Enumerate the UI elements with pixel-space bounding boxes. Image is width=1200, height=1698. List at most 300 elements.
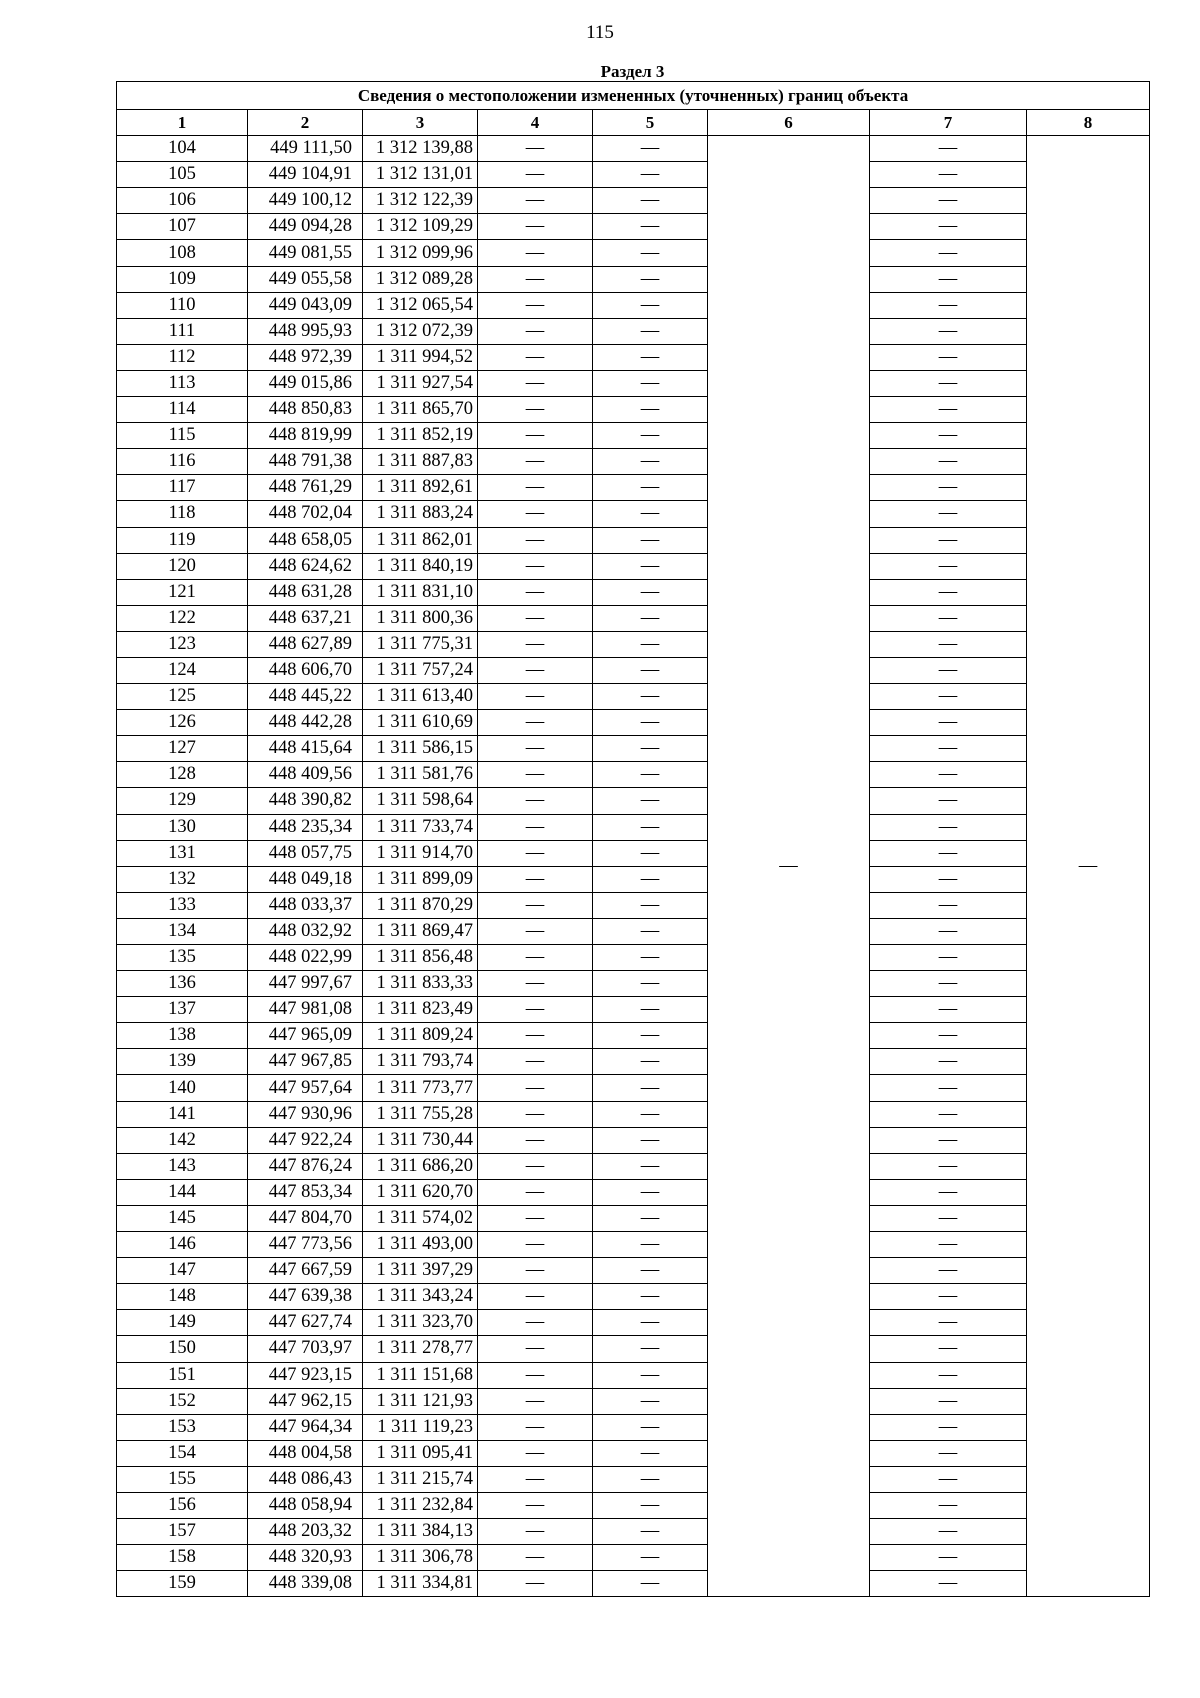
col7-dash-cell: — xyxy=(870,1336,1027,1362)
table-row xyxy=(117,501,1150,527)
table-row xyxy=(117,1571,1150,1597)
x-coordinate-cell: 448 057,75 xyxy=(248,840,363,866)
col7-dash-cell: — xyxy=(870,188,1027,214)
col7-dash-cell: — xyxy=(870,475,1027,501)
point-number-cell: 123 xyxy=(117,631,248,657)
x-coordinate-cell: 447 922,24 xyxy=(248,1127,363,1153)
col7-dash-cell: — xyxy=(870,684,1027,710)
column-header-6: 6 xyxy=(708,110,870,136)
col4-dash-cell: — xyxy=(478,370,593,396)
table-row xyxy=(117,397,1150,423)
table-row xyxy=(117,1388,1150,1414)
section-title: Раздел 3 xyxy=(600,62,665,81)
table-row xyxy=(117,214,1150,240)
col7-dash-cell: — xyxy=(870,605,1027,631)
point-number-cell: 153 xyxy=(117,1414,248,1440)
table-row xyxy=(117,1023,1150,1049)
point-number-cell: 149 xyxy=(117,1310,248,1336)
point-number-cell: 124 xyxy=(117,657,248,683)
col5-dash-cell: — xyxy=(593,1075,708,1101)
y-coordinate-cell: 1 312 109,29 xyxy=(363,214,478,240)
x-coordinate-cell: 448 637,21 xyxy=(248,605,363,631)
column-header-3: 3 xyxy=(363,110,478,136)
point-number-cell: 112 xyxy=(117,344,248,370)
col4-dash-cell: — xyxy=(478,997,593,1023)
y-coordinate-cell: 1 311 323,70 xyxy=(363,1310,478,1336)
table-row xyxy=(117,788,1150,814)
y-coordinate-cell: 1 311 586,15 xyxy=(363,736,478,762)
col7-dash-cell: — xyxy=(870,553,1027,579)
table-row xyxy=(117,1075,1150,1101)
col4-dash-cell: — xyxy=(478,945,593,971)
table-row xyxy=(117,1049,1150,1075)
col7-dash-cell: — xyxy=(870,1466,1027,1492)
point-number-cell: 154 xyxy=(117,1440,248,1466)
col7-dash-cell: — xyxy=(870,266,1027,292)
col5-dash-cell: — xyxy=(593,136,708,162)
col4-dash-cell: — xyxy=(478,1023,593,1049)
x-coordinate-cell: 448 631,28 xyxy=(248,579,363,605)
col5-dash-cell: — xyxy=(593,631,708,657)
col7-dash-cell: — xyxy=(870,1258,1027,1284)
table-row xyxy=(117,918,1150,944)
col4-dash-cell: — xyxy=(478,318,593,344)
col5-dash-cell: — xyxy=(593,1414,708,1440)
col5-dash-cell: — xyxy=(593,1284,708,1310)
col5-dash-cell: — xyxy=(593,918,708,944)
table-row xyxy=(117,762,1150,788)
y-coordinate-cell: 1 311 119,23 xyxy=(363,1414,478,1440)
col4-dash-cell: — xyxy=(478,1179,593,1205)
col4-dash-cell: — xyxy=(478,892,593,918)
col4-dash-cell: — xyxy=(478,240,593,266)
x-coordinate-cell: 449 043,09 xyxy=(248,292,363,318)
col5-dash-cell: — xyxy=(593,162,708,188)
x-coordinate-cell: 449 100,12 xyxy=(248,188,363,214)
table-body xyxy=(117,136,1150,1597)
table-row xyxy=(117,1440,1150,1466)
column-header-row xyxy=(117,110,1150,136)
col7-dash-cell: — xyxy=(870,1153,1027,1179)
y-coordinate-cell: 1 311 840,19 xyxy=(363,553,478,579)
y-coordinate-cell: 1 311 899,09 xyxy=(363,866,478,892)
point-number-cell: 126 xyxy=(117,710,248,736)
point-number-cell: 146 xyxy=(117,1232,248,1258)
point-number-cell: 138 xyxy=(117,1023,248,1049)
col4-dash-cell: — xyxy=(478,736,593,762)
col4-dash-cell: — xyxy=(478,605,593,631)
x-coordinate-cell: 449 111,50 xyxy=(248,136,363,162)
col7-dash-cell: — xyxy=(870,1519,1027,1545)
point-number-cell: 129 xyxy=(117,788,248,814)
x-coordinate-cell: 447 965,09 xyxy=(248,1023,363,1049)
table-row xyxy=(117,866,1150,892)
y-coordinate-cell: 1 311 278,77 xyxy=(363,1336,478,1362)
x-coordinate-cell: 448 086,43 xyxy=(248,1466,363,1492)
x-coordinate-cell: 448 658,05 xyxy=(248,527,363,553)
y-coordinate-cell: 1 311 598,64 xyxy=(363,788,478,814)
col7-dash-cell: — xyxy=(870,423,1027,449)
table-row xyxy=(117,1127,1150,1153)
col4-dash-cell: — xyxy=(478,266,593,292)
point-number-cell: 148 xyxy=(117,1284,248,1310)
y-coordinate-cell: 1 311 610,69 xyxy=(363,710,478,736)
table-row xyxy=(117,605,1150,631)
table-row xyxy=(117,631,1150,657)
col5-dash-cell: — xyxy=(593,1310,708,1336)
x-coordinate-cell: 448 409,56 xyxy=(248,762,363,788)
y-coordinate-cell: 1 311 121,93 xyxy=(363,1388,478,1414)
col5-dash-cell: — xyxy=(593,1023,708,1049)
point-number-cell: 108 xyxy=(117,240,248,266)
point-number-cell: 150 xyxy=(117,1336,248,1362)
col7-dash-cell: — xyxy=(870,344,1027,370)
x-coordinate-cell: 448 004,58 xyxy=(248,1440,363,1466)
table-row xyxy=(117,1258,1150,1284)
x-coordinate-cell: 447 957,64 xyxy=(248,1075,363,1101)
y-coordinate-cell: 1 311 870,29 xyxy=(363,892,478,918)
col7-dash-cell: — xyxy=(870,840,1027,866)
y-coordinate-cell: 1 311 892,61 xyxy=(363,475,478,501)
x-coordinate-cell: 448 235,34 xyxy=(248,814,363,840)
y-coordinate-cell: 1 312 065,54 xyxy=(363,292,478,318)
point-number-cell: 155 xyxy=(117,1466,248,1492)
col5-dash-cell: — xyxy=(593,1101,708,1127)
col4-dash-cell: — xyxy=(478,1284,593,1310)
y-coordinate-cell: 1 311 232,84 xyxy=(363,1492,478,1518)
table-row xyxy=(117,188,1150,214)
col4-dash-cell: — xyxy=(478,553,593,579)
y-coordinate-cell: 1 311 620,70 xyxy=(363,1179,478,1205)
point-number-cell: 110 xyxy=(117,292,248,318)
col4-dash-cell: — xyxy=(478,1519,593,1545)
col7-dash-cell: — xyxy=(870,527,1027,553)
y-coordinate-cell: 1 311 343,24 xyxy=(363,1284,478,1310)
y-coordinate-cell: 1 311 334,81 xyxy=(363,1571,478,1597)
y-coordinate-cell: 1 311 833,33 xyxy=(363,971,478,997)
point-number-cell: 131 xyxy=(117,840,248,866)
col4-dash-cell: — xyxy=(478,1075,593,1101)
x-coordinate-cell: 449 094,28 xyxy=(248,214,363,240)
col6-merged-cell: — xyxy=(708,136,870,1597)
col5-dash-cell: — xyxy=(593,605,708,631)
point-number-cell: 143 xyxy=(117,1153,248,1179)
table-row xyxy=(117,553,1150,579)
col4-dash-cell: — xyxy=(478,1153,593,1179)
point-number-cell: 135 xyxy=(117,945,248,971)
col5-dash-cell: — xyxy=(593,1571,708,1597)
point-number-cell: 141 xyxy=(117,1101,248,1127)
x-coordinate-cell: 447 876,24 xyxy=(248,1153,363,1179)
table-row xyxy=(117,997,1150,1023)
point-number-cell: 118 xyxy=(117,501,248,527)
y-coordinate-cell: 1 311 800,36 xyxy=(363,605,478,631)
y-coordinate-cell: 1 311 852,19 xyxy=(363,423,478,449)
col4-dash-cell: — xyxy=(478,631,593,657)
y-coordinate-cell: 1 311 809,24 xyxy=(363,1023,478,1049)
x-coordinate-cell: 448 972,39 xyxy=(248,344,363,370)
col4-dash-cell: — xyxy=(478,1571,593,1597)
col7-dash-cell: — xyxy=(870,397,1027,423)
col7-dash-cell: — xyxy=(870,866,1027,892)
table-row xyxy=(117,657,1150,683)
col5-dash-cell: — xyxy=(593,344,708,370)
col4-dash-cell: — xyxy=(478,1388,593,1414)
y-coordinate-cell: 1 312 139,88 xyxy=(363,136,478,162)
x-coordinate-cell: 448 445,22 xyxy=(248,684,363,710)
y-coordinate-cell: 1 311 215,74 xyxy=(363,1466,478,1492)
col7-dash-cell: — xyxy=(870,892,1027,918)
col5-dash-cell: — xyxy=(593,1232,708,1258)
col4-dash-cell: — xyxy=(478,162,593,188)
y-coordinate-cell: 1 311 773,77 xyxy=(363,1075,478,1101)
point-number-cell: 104 xyxy=(117,136,248,162)
point-number-cell: 158 xyxy=(117,1545,248,1571)
y-coordinate-cell: 1 312 122,39 xyxy=(363,188,478,214)
col7-dash-cell: — xyxy=(870,1232,1027,1258)
col5-dash-cell: — xyxy=(593,1179,708,1205)
point-number-cell: 139 xyxy=(117,1049,248,1075)
x-coordinate-cell: 449 081,55 xyxy=(248,240,363,266)
x-coordinate-cell: 447 703,97 xyxy=(248,1336,363,1362)
table-row xyxy=(117,423,1150,449)
col4-dash-cell: — xyxy=(478,684,593,710)
y-coordinate-cell: 1 311 927,54 xyxy=(363,370,478,396)
point-number-cell: 136 xyxy=(117,971,248,997)
table-row xyxy=(117,527,1150,553)
table-row xyxy=(117,266,1150,292)
x-coordinate-cell: 449 104,91 xyxy=(248,162,363,188)
table-row xyxy=(117,579,1150,605)
x-coordinate-cell: 448 049,18 xyxy=(248,866,363,892)
table-title: Сведения о местоположении измененных (уточненных) границ объекта xyxy=(117,82,1150,110)
x-coordinate-cell: 448 791,38 xyxy=(248,449,363,475)
col7-dash-cell: — xyxy=(870,214,1027,240)
point-number-cell: 128 xyxy=(117,762,248,788)
point-number-cell: 113 xyxy=(117,370,248,396)
x-coordinate-cell: 448 819,99 xyxy=(248,423,363,449)
point-number-cell: 132 xyxy=(117,866,248,892)
col5-dash-cell: — xyxy=(593,997,708,1023)
col7-dash-cell: — xyxy=(870,1362,1027,1388)
x-coordinate-cell: 447 962,15 xyxy=(248,1388,363,1414)
col4-dash-cell: — xyxy=(478,918,593,944)
y-coordinate-cell: 1 311 755,28 xyxy=(363,1101,478,1127)
col7-dash-cell: — xyxy=(870,579,1027,605)
col4-dash-cell: — xyxy=(478,1205,593,1231)
y-coordinate-cell: 1 312 099,96 xyxy=(363,240,478,266)
y-coordinate-cell: 1 311 574,02 xyxy=(363,1205,478,1231)
col5-dash-cell: — xyxy=(593,788,708,814)
x-coordinate-cell: 447 627,74 xyxy=(248,1310,363,1336)
table-row xyxy=(117,892,1150,918)
x-coordinate-cell: 448 033,37 xyxy=(248,892,363,918)
point-number-cell: 144 xyxy=(117,1179,248,1205)
col7-dash-cell: — xyxy=(870,710,1027,736)
point-number-cell: 140 xyxy=(117,1075,248,1101)
x-coordinate-cell: 447 930,96 xyxy=(248,1101,363,1127)
table-row xyxy=(117,136,1150,162)
table-row xyxy=(117,710,1150,736)
col7-dash-cell: — xyxy=(870,1127,1027,1153)
col4-dash-cell: — xyxy=(478,449,593,475)
col5-dash-cell: — xyxy=(593,475,708,501)
x-coordinate-cell: 448 995,93 xyxy=(248,318,363,344)
col5-dash-cell: — xyxy=(593,423,708,449)
col5-dash-cell: — xyxy=(593,1205,708,1231)
col7-dash-cell: — xyxy=(870,1075,1027,1101)
table-row xyxy=(117,840,1150,866)
col4-dash-cell: — xyxy=(478,1440,593,1466)
point-number-cell: 107 xyxy=(117,214,248,240)
table-row xyxy=(117,1101,1150,1127)
y-coordinate-cell: 1 311 581,76 xyxy=(363,762,478,788)
y-coordinate-cell: 1 312 072,39 xyxy=(363,318,478,344)
col5-dash-cell: — xyxy=(593,866,708,892)
col5-dash-cell: — xyxy=(593,1127,708,1153)
table-row xyxy=(117,240,1150,266)
col7-dash-cell: — xyxy=(870,501,1027,527)
point-number-cell: 122 xyxy=(117,605,248,631)
col4-dash-cell: — xyxy=(478,1310,593,1336)
x-coordinate-cell: 448 624,62 xyxy=(248,553,363,579)
col5-dash-cell: — xyxy=(593,736,708,762)
col7-dash-cell: — xyxy=(870,1023,1027,1049)
table-row xyxy=(117,1205,1150,1231)
point-number-cell: 127 xyxy=(117,736,248,762)
y-coordinate-cell: 1 311 757,24 xyxy=(363,657,478,683)
y-coordinate-cell: 1 311 831,10 xyxy=(363,579,478,605)
column-header-1: 1 xyxy=(117,110,248,136)
x-coordinate-cell: 448 032,92 xyxy=(248,918,363,944)
table-row xyxy=(117,1545,1150,1571)
col7-dash-cell: — xyxy=(870,762,1027,788)
col5-dash-cell: — xyxy=(593,1258,708,1284)
point-number-cell: 116 xyxy=(117,449,248,475)
col7-dash-cell: — xyxy=(870,918,1027,944)
point-number-cell: 137 xyxy=(117,997,248,1023)
col4-dash-cell: — xyxy=(478,762,593,788)
column-header-8: 8 xyxy=(1027,110,1150,136)
x-coordinate-cell: 448 850,83 xyxy=(248,397,363,423)
y-coordinate-cell: 1 311 823,49 xyxy=(363,997,478,1023)
col5-dash-cell: — xyxy=(593,1362,708,1388)
x-coordinate-cell: 448 339,08 xyxy=(248,1571,363,1597)
col4-dash-cell: — xyxy=(478,527,593,553)
col8-merged-cell: — xyxy=(1027,136,1150,1597)
col5-dash-cell: — xyxy=(593,214,708,240)
point-number-cell: 134 xyxy=(117,918,248,944)
col5-dash-cell: — xyxy=(593,553,708,579)
col5-dash-cell: — xyxy=(593,710,708,736)
x-coordinate-cell: 447 981,08 xyxy=(248,997,363,1023)
col4-dash-cell: — xyxy=(478,188,593,214)
x-coordinate-cell: 448 022,99 xyxy=(248,945,363,971)
col4-dash-cell: — xyxy=(478,971,593,997)
x-coordinate-cell: 448 761,29 xyxy=(248,475,363,501)
point-number-cell: 151 xyxy=(117,1362,248,1388)
point-number-cell: 115 xyxy=(117,423,248,449)
point-number-cell: 105 xyxy=(117,162,248,188)
y-coordinate-cell: 1 311 730,44 xyxy=(363,1127,478,1153)
col7-dash-cell: — xyxy=(870,1310,1027,1336)
col4-dash-cell: — xyxy=(478,1362,593,1388)
col7-dash-cell: — xyxy=(870,1284,1027,1310)
point-number-cell: 147 xyxy=(117,1258,248,1284)
col7-dash-cell: — xyxy=(870,1571,1027,1597)
x-coordinate-cell: 448 627,89 xyxy=(248,631,363,657)
col7-dash-cell: — xyxy=(870,814,1027,840)
col5-dash-cell: — xyxy=(593,449,708,475)
col5-dash-cell: — xyxy=(593,579,708,605)
col5-dash-cell: — xyxy=(593,1492,708,1518)
point-number-cell: 156 xyxy=(117,1492,248,1518)
table-row xyxy=(117,1466,1150,1492)
point-number-cell: 119 xyxy=(117,527,248,553)
x-coordinate-cell: 449 055,58 xyxy=(248,266,363,292)
col4-dash-cell: — xyxy=(478,1466,593,1492)
x-coordinate-cell: 447 853,34 xyxy=(248,1179,363,1205)
table-row xyxy=(117,1284,1150,1310)
y-coordinate-cell: 1 311 493,00 xyxy=(363,1232,478,1258)
col7-dash-cell: — xyxy=(870,449,1027,475)
point-number-cell: 121 xyxy=(117,579,248,605)
table-row xyxy=(117,344,1150,370)
col5-dash-cell: — xyxy=(593,1545,708,1571)
col7-dash-cell: — xyxy=(870,1101,1027,1127)
col5-dash-cell: — xyxy=(593,657,708,683)
col7-dash-cell: — xyxy=(870,997,1027,1023)
table-row xyxy=(117,684,1150,710)
y-coordinate-cell: 1 311 793,74 xyxy=(363,1049,478,1075)
col7-dash-cell: — xyxy=(870,1545,1027,1571)
x-coordinate-cell: 447 804,70 xyxy=(248,1205,363,1231)
col5-dash-cell: — xyxy=(593,318,708,344)
point-number-cell: 130 xyxy=(117,814,248,840)
point-number-cell: 111 xyxy=(117,318,248,344)
point-number-cell: 125 xyxy=(117,684,248,710)
col4-dash-cell: — xyxy=(478,1049,593,1075)
y-coordinate-cell: 1 311 869,47 xyxy=(363,918,478,944)
col5-dash-cell: — xyxy=(593,292,708,318)
table-row xyxy=(117,292,1150,318)
y-coordinate-cell: 1 311 994,52 xyxy=(363,344,478,370)
x-coordinate-cell: 447 773,56 xyxy=(248,1232,363,1258)
table-row xyxy=(117,814,1150,840)
col7-dash-cell: — xyxy=(870,1179,1027,1205)
col7-dash-cell: — xyxy=(870,971,1027,997)
x-coordinate-cell: 448 606,70 xyxy=(248,657,363,683)
table-row xyxy=(117,736,1150,762)
table-row xyxy=(117,449,1150,475)
col5-dash-cell: — xyxy=(593,188,708,214)
col4-dash-cell: — xyxy=(478,136,593,162)
col4-dash-cell: — xyxy=(478,397,593,423)
table-row xyxy=(117,1336,1150,1362)
col5-dash-cell: — xyxy=(593,762,708,788)
y-coordinate-cell: 1 311 095,41 xyxy=(363,1440,478,1466)
col7-dash-cell: — xyxy=(870,631,1027,657)
col5-dash-cell: — xyxy=(593,945,708,971)
col5-dash-cell: — xyxy=(593,814,708,840)
col4-dash-cell: — xyxy=(478,475,593,501)
table-row xyxy=(117,945,1150,971)
point-number-cell: 109 xyxy=(117,266,248,292)
y-coordinate-cell: 1 311 397,29 xyxy=(363,1258,478,1284)
col5-dash-cell: — xyxy=(593,892,708,918)
col4-dash-cell: — xyxy=(478,1414,593,1440)
table-row xyxy=(117,1492,1150,1518)
